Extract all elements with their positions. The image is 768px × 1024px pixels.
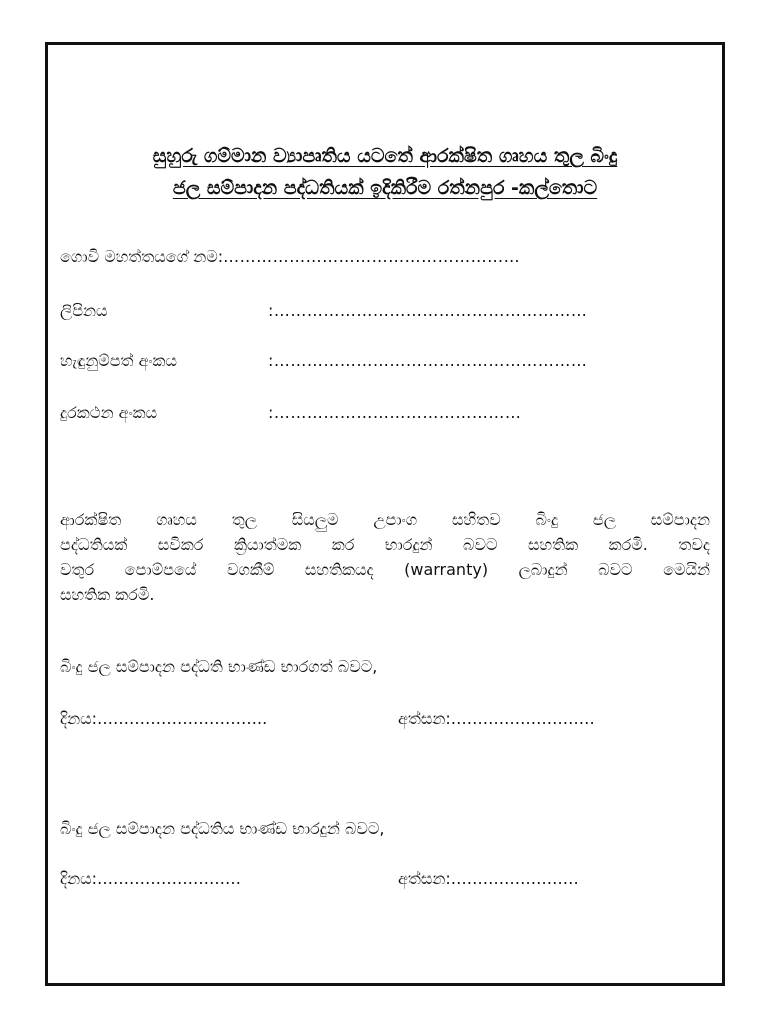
id-number-field	[60, 351, 587, 371]
address-blank[interactable]: :…………………………………………………	[268, 301, 588, 320]
handover-signature-field[interactable]: අත්සන:……………………	[398, 869, 579, 888]
receiver-signature-field[interactable]: අත්සන:………………………	[398, 709, 595, 728]
declaration-line-2: පද්ධතියක් සවිකර ක්‍රියාත්මක කර භාරදුන් බවට සහතික කරමි. තවද	[60, 535, 710, 554]
receiver-date-field[interactable]: දිනය:…………………………..	[60, 709, 268, 728]
form-title-line-1: සුහුරු ගම්මාන ව්‍යාපෘතිය යටතේ ආරක්ෂිත ගෘහය තුල බිංදු	[152, 145, 618, 167]
address-field	[60, 301, 587, 321]
declaration-line-3: වතුර පොම්පයේ වගකීම් සහතිකයද (warranty) ලබාදුන් බවට මෙයින්	[60, 560, 710, 579]
phone-number-label: දුරකථන අංකය	[60, 403, 158, 422]
farmer-name-blank[interactable]: ………………………………………………	[223, 247, 521, 266]
handover-date-field[interactable]: දිනය:………………………	[60, 869, 241, 888]
form-page	[45, 42, 725, 986]
declaration-line-1: ආරක්ෂිත ගෘහය තුල සියලුම උපාංග සහිතව බිංදු ජල සම්පාදන	[60, 510, 710, 529]
declaration-paragraph	[60, 507, 710, 607]
address-label: ලිපිනය	[60, 301, 108, 320]
receiver-heading: බිංදු ජල සම්පාදන පද්ධති භාණ්ඩ භාරගත් බවට,	[60, 657, 378, 676]
handover-sign-row	[60, 869, 579, 889]
receiver-sign-row	[60, 709, 595, 729]
phone-number-blank[interactable]: :………………………………………	[268, 403, 522, 422]
id-number-blank[interactable]: :…………………………………………………	[268, 351, 588, 370]
farmer-name-label: ගොවි මහත්තයගේ නම:	[60, 247, 224, 266]
form-title-line-2: ජල සම්පාදන පද්ධතියක් ඉදිකිරීම රත්නපුර -කල්තොට	[172, 177, 598, 199]
form-title	[48, 140, 722, 204]
phone-number-field	[60, 403, 521, 423]
id-number-label: හැඳුනුම්පත් අංකය	[60, 351, 178, 370]
handover-heading: බිංදු ජල සම්පාදන පද්ධතිය භාණ්ඩ භාරදුන් බවට,	[60, 819, 385, 838]
declaration-line-4: සහතික කරමි.	[60, 585, 155, 604]
farmer-name-field	[60, 247, 520, 267]
